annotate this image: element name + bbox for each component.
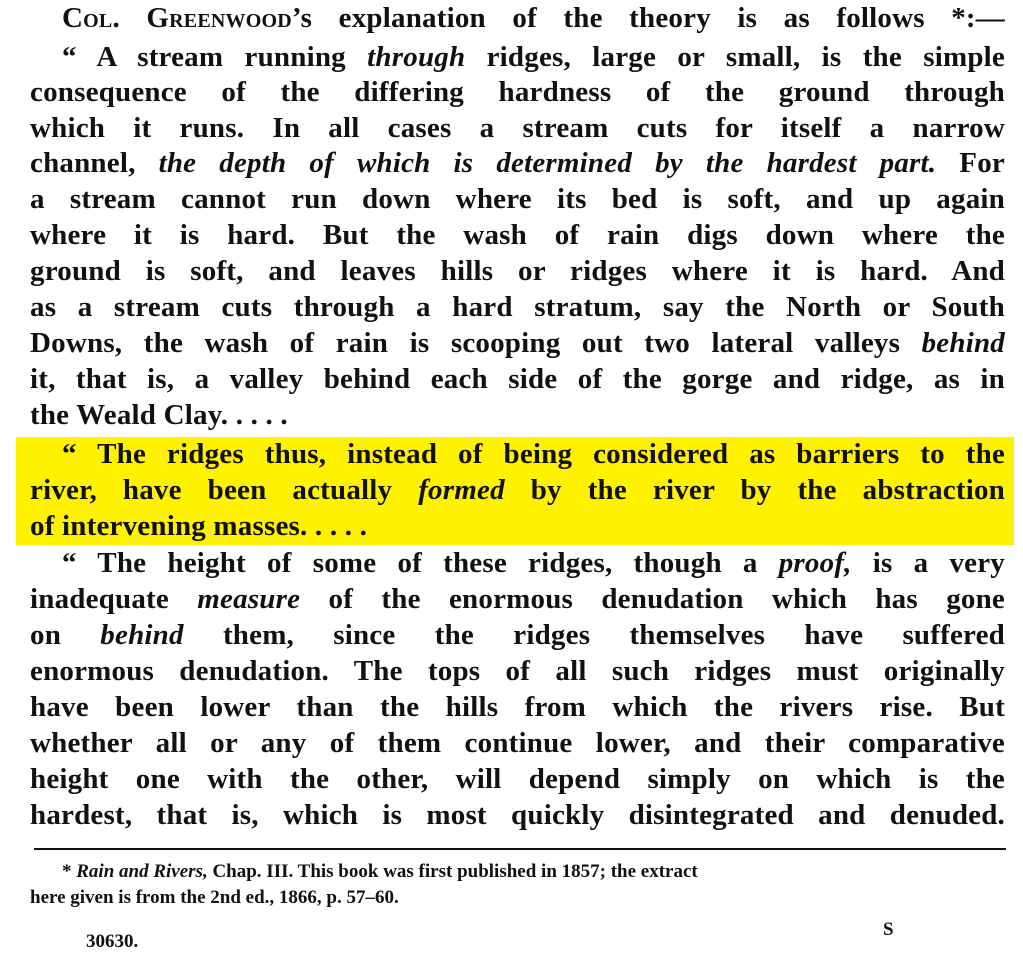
text-span: ridges, large or small, is the simple [465, 41, 1006, 73]
text-line: ground is soft, and leaves hills or ridges where it is hard. And [30, 255, 1005, 287]
text-line [30, 617, 1005, 653]
text-line: whether all or any of them continue lower, and their comparative [30, 727, 1005, 759]
text-line [62, 39, 1005, 75]
text-span: Downs, the wash of rain is scooping out two lateral valleys [30, 327, 922, 359]
text-span: on [30, 619, 101, 651]
print-code: 30630. [86, 931, 139, 952]
highlighted-line [30, 472, 1005, 508]
text-span: them, since the ridges themselves have suffered [183, 619, 1005, 651]
text-span: ’s explanation of the theory is as follows *:— [291, 2, 1005, 34]
text-span: For [936, 147, 1005, 179]
italic-span: behind [100, 619, 184, 651]
signature-mark: S [883, 919, 894, 940]
text-line: which it runs. In all cases a stream cuts for itself a narrow [30, 112, 1005, 144]
italic-span: proof, [778, 547, 852, 579]
text-line: the Weald Clay. . . . . [30, 399, 288, 431]
footnote-line: here given is from the 2nd ed., 1866, p. 57–60. [30, 887, 399, 908]
footnote-marker: * [62, 861, 77, 882]
text-line: it, that is, a valley behind each side of the gorge and ridge, as in [30, 363, 1005, 395]
author-name: Col. Greenwood [62, 2, 292, 34]
text-line: height one with the other, will depend simply on which is the [30, 763, 1005, 795]
text-span: Chap. III. This book was first published in 1857; the extract [207, 861, 698, 882]
highlighted-line: of intervening masses. . . . . [30, 510, 368, 542]
text-span: is a very [851, 547, 1005, 579]
text-line [30, 581, 1005, 617]
text-span: of the enormous denudation which has gone [300, 583, 1005, 615]
text-line [30, 145, 1005, 181]
text-line: where it is hard. But the wash of rain digs down where the [30, 219, 1005, 251]
text-span: “ A stream running [62, 41, 368, 73]
book-title: Rain and Rivers, [76, 861, 208, 882]
italic-span: measure [197, 583, 301, 615]
footnote-divider [34, 848, 1006, 850]
footnote-line [62, 860, 698, 884]
text-line: enormous denudation. The tops of all such ridges must originally [30, 655, 1005, 687]
text-line [30, 325, 1005, 361]
italic-span: through [367, 41, 466, 73]
text-span: by the river by the abstraction [504, 474, 1006, 506]
text-line: hardest, that is, which is most quickly disintegrated and denuded. [30, 799, 1005, 831]
text-span: inadequate [30, 583, 198, 615]
text-span: “ The height of some of these ridges, though a [62, 547, 779, 579]
italic-span: formed [418, 474, 505, 506]
text-line: consequence of the differing hardness of the ground through [30, 76, 1005, 108]
italic-span: the depth of which is determined by the hardest part. [158, 147, 937, 179]
text-line [62, 545, 1005, 581]
highlighted-line: “ The ridges thus, instead of being considered as barriers to the [62, 438, 1005, 470]
text-span: river, have been actually [30, 474, 419, 506]
text-line [62, 0, 1005, 36]
text-line: as a stream cuts through a hard stratum, say the North or South [30, 291, 1005, 323]
text-line: a stream cannot run down where its bed is soft, and up again [30, 183, 1005, 215]
text-line: have been lower than the hills from which the rivers rise. But [30, 691, 1005, 723]
italic-span: behind [921, 327, 1005, 359]
text-span: channel, [30, 147, 159, 179]
